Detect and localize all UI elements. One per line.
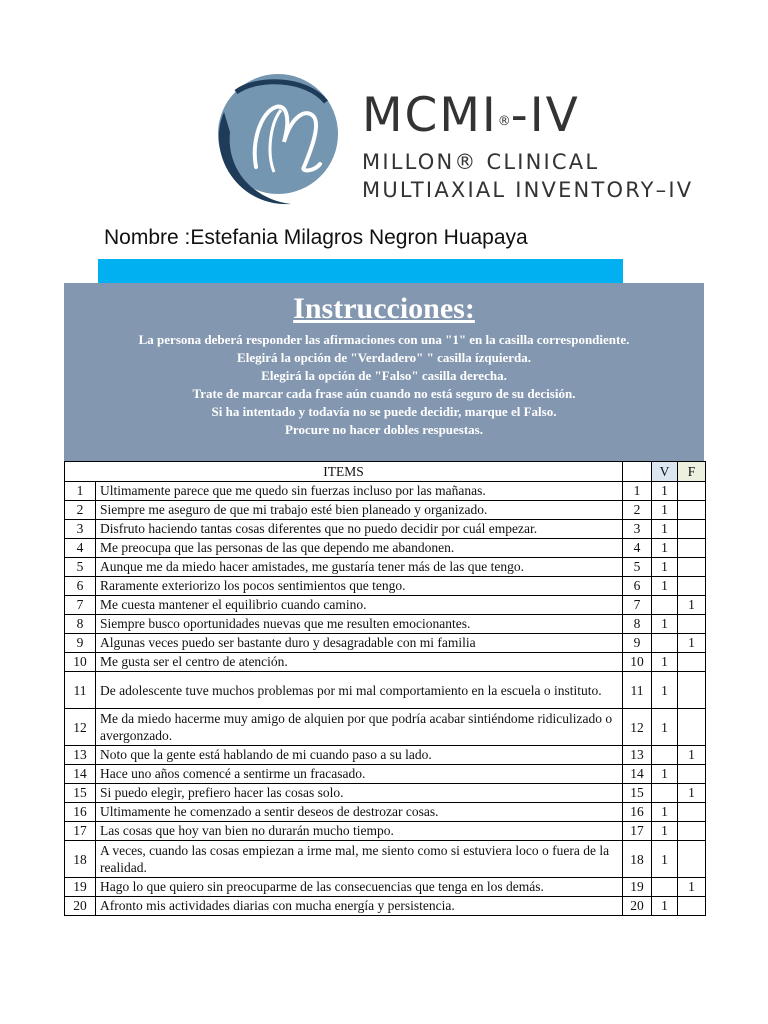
answer-false-cell[interactable] <box>678 841 706 878</box>
item-number: 10 <box>65 653 96 672</box>
f-header: F <box>678 462 706 482</box>
item-number-repeat: 9 <box>623 634 652 653</box>
item-number-repeat: 4 <box>623 539 652 558</box>
item-number: 17 <box>65 822 96 841</box>
item-number: 11 <box>65 672 96 709</box>
answer-true-cell[interactable]: 1 <box>652 539 678 558</box>
items-table <box>64 461 706 916</box>
answer-false-cell[interactable] <box>678 709 706 746</box>
item-number: 12 <box>65 709 96 746</box>
item-number: 20 <box>65 897 96 916</box>
answer-false-cell[interactable] <box>678 765 706 784</box>
item-text: Hace uno años comencé a sentirme un fracasado. <box>96 765 623 784</box>
table-row <box>65 709 706 746</box>
item-number-repeat: 10 <box>623 653 652 672</box>
answer-true-cell[interactable] <box>652 784 678 803</box>
answer-true-cell[interactable]: 1 <box>652 822 678 841</box>
instruction-line: Trate de marcar cada frase aún cuando no está seguro de su decisión. <box>192 386 576 401</box>
answer-true-cell[interactable]: 1 <box>652 709 678 746</box>
item-text: Aunque me da miedo hacer amistades, me gustaría tener más de las que tengo. <box>96 558 623 577</box>
item-number-repeat: 12 <box>623 709 652 746</box>
table-row <box>65 596 706 615</box>
answer-true-cell[interactable]: 1 <box>652 558 678 577</box>
item-number-repeat: 15 <box>623 784 652 803</box>
item-number: 9 <box>65 634 96 653</box>
instruction-line: Elegirá la opción de "Verdadero" " casilla ízquierda. <box>237 350 531 365</box>
instruction-line: Procure no hacer dobles respuestas. <box>284 422 483 437</box>
item-number-repeat: 16 <box>623 803 652 822</box>
table-row <box>65 897 706 916</box>
item-text: Siempre busco oportunidades nuevas que me resulten emocionantes. <box>96 615 623 634</box>
item-text: Afronto mis actividades diarias con mucha energía y persistencia. <box>96 897 623 916</box>
table-row <box>65 634 706 653</box>
answer-true-cell[interactable]: 1 <box>652 520 678 539</box>
item-number: 19 <box>65 878 96 897</box>
mcmi-logo-icon <box>196 72 356 212</box>
item-number: 7 <box>65 596 96 615</box>
answer-false-cell[interactable] <box>678 672 706 709</box>
answer-true-cell[interactable]: 1 <box>652 765 678 784</box>
table-row <box>65 784 706 803</box>
item-text: Me preocupa que las personas de las que dependo me abandonen. <box>96 539 623 558</box>
answer-true-cell[interactable]: 1 <box>652 501 678 520</box>
answer-false-cell[interactable]: 1 <box>678 878 706 897</box>
item-text: Si puedo elegir, prefiero hacer las cosas solo. <box>96 784 623 803</box>
item-number: 13 <box>65 746 96 765</box>
item-text: Raramente exteriorizo los pocos sentimientos que tengo. <box>96 577 623 596</box>
item-text: Disfruto haciendo tantas cosas diferentes que no puedo decidir por cuál empezar. <box>96 520 623 539</box>
answer-false-cell[interactable] <box>678 653 706 672</box>
item-number: 4 <box>65 539 96 558</box>
answer-true-cell[interactable]: 1 <box>652 672 678 709</box>
instruction-line: Elegirá la opción de "Falso" casilla derecha. <box>261 368 507 383</box>
answer-true-cell[interactable] <box>652 746 678 765</box>
name-underline-bar <box>98 259 623 283</box>
item-number: 1 <box>65 482 96 501</box>
item-number-repeat: 2 <box>623 501 652 520</box>
item-number-repeat: 5 <box>623 558 652 577</box>
table-row <box>65 765 706 784</box>
table-row <box>65 803 706 822</box>
item-text: Algunas veces puedo ser bastante duro y desagradable con mi familia <box>96 634 623 653</box>
answer-true-cell[interactable] <box>652 878 678 897</box>
answer-true-cell[interactable]: 1 <box>652 803 678 822</box>
answer-true-cell[interactable]: 1 <box>652 841 678 878</box>
table-row <box>65 878 706 897</box>
item-number-repeat: 20 <box>623 897 652 916</box>
brand-line-1: MILLON® CLINICAL <box>362 150 600 174</box>
item-text: A veces, cuando las cosas empiezan a irme mal, me siento como si estuviera loco o fuera de la realidad. <box>96 841 623 878</box>
num-header <box>623 462 652 482</box>
item-text: Me cuesta mantener el equilibrio cuando camino. <box>96 596 623 615</box>
item-number-repeat: 1 <box>623 482 652 501</box>
table-row <box>65 577 706 596</box>
answer-true-cell[interactable] <box>652 634 678 653</box>
table-row <box>65 558 706 577</box>
item-number: 15 <box>65 784 96 803</box>
item-number-repeat: 8 <box>623 615 652 634</box>
item-text: Siempre me aseguro de que mi trabajo esté bien planeado y organizado. <box>96 501 623 520</box>
item-number-repeat: 17 <box>623 822 652 841</box>
answer-true-cell[interactable]: 1 <box>652 897 678 916</box>
item-number-repeat: 3 <box>623 520 652 539</box>
patient-name: Nombre :Estefania Milagros Negron Huapaya <box>104 226 528 249</box>
table-row <box>65 482 706 501</box>
answer-true-cell[interactable]: 1 <box>652 577 678 596</box>
table-row <box>65 841 706 878</box>
brand-line-2: MULTIAXIAL INVENTORY–IV <box>362 178 694 202</box>
table-row <box>65 653 706 672</box>
items-header: ITEMS <box>65 462 623 482</box>
item-number-repeat: 7 <box>623 596 652 615</box>
table-row <box>65 539 706 558</box>
answer-true-cell[interactable]: 1 <box>652 482 678 501</box>
item-number: 3 <box>65 520 96 539</box>
answer-true-cell[interactable]: 1 <box>652 615 678 634</box>
item-number-repeat: 18 <box>623 841 652 878</box>
item-number: 6 <box>65 577 96 596</box>
item-text: Ultimamente parece que me quedo sin fuerzas incluso por las mañanas. <box>96 482 623 501</box>
item-text: Me gusta ser el centro de atención. <box>96 653 623 672</box>
item-number: 18 <box>65 841 96 878</box>
instructions-title: Instrucciones: <box>293 292 475 325</box>
table-row <box>65 501 706 520</box>
instructions-lines <box>64 331 704 439</box>
table-row <box>65 520 706 539</box>
answer-true-cell[interactable] <box>652 596 678 615</box>
answer-false-cell[interactable] <box>678 615 706 634</box>
item-number-repeat: 14 <box>623 765 652 784</box>
table-row <box>65 822 706 841</box>
answer-false-cell[interactable]: 1 <box>678 784 706 803</box>
instruction-line: Si ha intentado y todavía no se puede decidir, marque el Falso. <box>211 404 557 419</box>
item-number-repeat: 13 <box>623 746 652 765</box>
answer-false-cell[interactable]: 1 <box>678 634 706 653</box>
mcmi-logo <box>196 72 356 212</box>
item-number: 16 <box>65 803 96 822</box>
item-number: 5 <box>65 558 96 577</box>
items-body <box>65 482 706 916</box>
table-row <box>65 746 706 765</box>
answer-false-cell[interactable] <box>678 577 706 596</box>
answer-false-cell[interactable] <box>678 822 706 841</box>
answer-false-cell[interactable] <box>678 482 706 501</box>
answer-false-cell[interactable] <box>678 520 706 539</box>
item-number-repeat: 19 <box>623 878 652 897</box>
answer-false-cell[interactable]: 1 <box>678 746 706 765</box>
item-number-repeat: 6 <box>623 577 652 596</box>
answer-true-cell[interactable]: 1 <box>652 653 678 672</box>
item-text: Noto que la gente está hablando de mi cuando paso a su lado. <box>96 746 623 765</box>
answer-false-cell[interactable] <box>678 897 706 916</box>
item-text: Ultimamente he comenzado a sentir deseos de destrozar cosas. <box>96 803 623 822</box>
item-number-repeat: 11 <box>623 672 652 709</box>
table-row <box>65 672 706 709</box>
table-row <box>65 615 706 634</box>
instruction-line: La persona deberá responder las afirmaciones con una "1" en la casilla correspondiente. <box>138 332 630 347</box>
brand-title: MCMI®-IV <box>362 88 580 143</box>
item-number: 8 <box>65 615 96 634</box>
item-text: Me da miedo hacerme muy amigo de alquien por que podría acabar sintiéndome ridiculizado o avergonzado. <box>96 709 623 746</box>
v-header: V <box>652 462 678 482</box>
item-number: 14 <box>65 765 96 784</box>
brand-block <box>362 88 693 204</box>
instructions-box <box>64 283 704 462</box>
answer-false-cell[interactable]: 1 <box>678 596 706 615</box>
item-text: De adolescente tuve muchos problemas por mi mal comportamiento en la escuela o instituto. <box>96 672 623 709</box>
answer-false-cell[interactable] <box>678 558 706 577</box>
answer-false-cell[interactable] <box>678 501 706 520</box>
item-text: Hago lo que quiero sin preocuparme de las consecuencias que tenga en los demás. <box>96 878 623 897</box>
answer-false-cell[interactable] <box>678 539 706 558</box>
answer-false-cell[interactable] <box>678 803 706 822</box>
item-number: 2 <box>65 501 96 520</box>
item-text: Las cosas que hoy van bien no durarán mucho tiempo. <box>96 822 623 841</box>
